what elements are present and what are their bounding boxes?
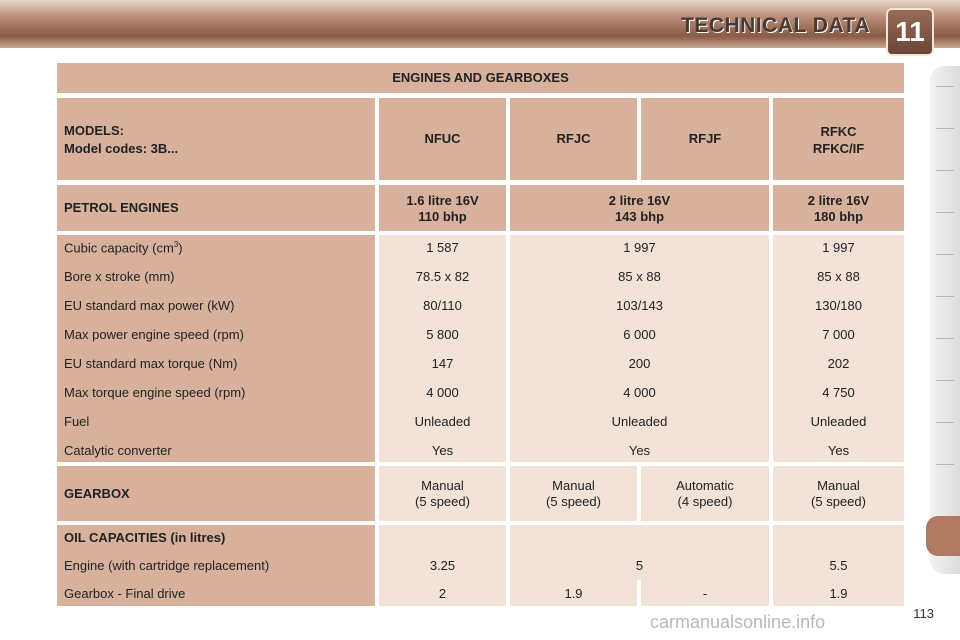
rail-tick bbox=[936, 128, 954, 129]
engine-oil-value: 5.5 bbox=[829, 558, 848, 573]
spec-row-label: Fuel bbox=[64, 414, 90, 429]
model-code-rfjf: RFJF bbox=[641, 98, 769, 180]
spec-row-label: Max torque engine speed (rpm) bbox=[64, 385, 246, 400]
spec-row-value: 1 587 bbox=[426, 240, 459, 255]
spec-row-value: Unleaded bbox=[414, 414, 471, 429]
spec-row-value: 147 bbox=[431, 356, 454, 371]
rail-tick bbox=[936, 170, 954, 171]
table-title: ENGINES AND GEARBOXES bbox=[57, 63, 904, 93]
oil-capacities-label: OIL CAPACITIES (in litres) bbox=[64, 530, 226, 545]
spec-row-value: 202 bbox=[827, 356, 850, 371]
spec-row-value: 1 997 bbox=[822, 240, 855, 255]
gearbox-4-speeds: (5 speed) bbox=[811, 494, 866, 509]
engine-2-power: 143 bhp bbox=[614, 209, 665, 224]
spec-row-value: 78.5 x 82 bbox=[415, 269, 470, 284]
model-code-rfkc-if: RFKC/IF bbox=[812, 141, 865, 156]
engine-header-2 bbox=[510, 185, 769, 231]
spec-row-value: Yes bbox=[431, 443, 454, 458]
gearbox-oil-value: 2 bbox=[438, 586, 447, 601]
spec-row-label: Max power engine speed (rpm) bbox=[64, 327, 244, 342]
spec-row-value: Yes bbox=[628, 443, 651, 458]
spec-row-value: 80/110 bbox=[423, 298, 462, 313]
spec-row-value: 85 x 88 bbox=[618, 269, 661, 284]
spec-row-label: EU standard max torque (Nm) bbox=[64, 356, 238, 371]
models-label-cell bbox=[57, 98, 375, 180]
gearbox-2-type: Manual bbox=[552, 478, 595, 493]
gearbox-cell-4 bbox=[773, 466, 904, 521]
rail-tick bbox=[936, 296, 954, 297]
model-code-rfkc: RFKC bbox=[820, 124, 857, 139]
spec-row-value: 85 x 88 bbox=[817, 269, 860, 284]
gearbox-3-type: Automatic bbox=[676, 478, 734, 493]
gearbox-1-type: Manual bbox=[421, 478, 464, 493]
rail-tick bbox=[936, 212, 954, 213]
engine-oil-value: 5 bbox=[635, 558, 644, 573]
spec-row-value: 4 000 bbox=[623, 385, 656, 400]
models-label: MODELS: bbox=[64, 123, 124, 138]
engine-3-power: 180 bhp bbox=[813, 209, 864, 224]
gearbox-1-speeds: (5 speed) bbox=[415, 494, 470, 509]
spec-row-value: Yes bbox=[827, 443, 850, 458]
model-codes-label: Model codes: 3B... bbox=[64, 141, 179, 156]
engine-1-name: 1.6 litre 16V bbox=[406, 193, 479, 208]
engine-oil-label: Engine (with cartridge replacement) bbox=[64, 558, 270, 573]
model-code-nfuc: NFUC bbox=[379, 98, 506, 180]
page-title: TECHNICAL DATA bbox=[681, 14, 870, 37]
engine-oil-value: 3.25 bbox=[429, 558, 456, 573]
spec-row-label: Catalytic converter bbox=[64, 443, 172, 458]
model-code-rfkc-cell bbox=[773, 98, 904, 180]
model-code-rfjc: RFJC bbox=[510, 98, 637, 180]
gearbox-oil-label: Gearbox - Final drive bbox=[64, 586, 186, 601]
rail-tick bbox=[936, 338, 954, 339]
rail-tick bbox=[936, 380, 954, 381]
gearbox-cell-1 bbox=[379, 466, 506, 521]
rail-tick bbox=[936, 422, 954, 423]
engine-2-name: 2 litre 16V bbox=[608, 193, 671, 208]
engine-1-power: 110 bhp bbox=[418, 209, 467, 224]
side-rail bbox=[930, 66, 960, 574]
engine-header-1 bbox=[379, 185, 506, 231]
gearbox-3-speeds: (4 speed) bbox=[677, 494, 733, 509]
gearbox-oil-value: 1.9 bbox=[564, 586, 583, 601]
gearbox-cell-3 bbox=[641, 466, 769, 521]
gearbox-cell-2 bbox=[510, 466, 637, 521]
spec-row-value: 200 bbox=[628, 356, 651, 371]
spec-row-value: 4 000 bbox=[426, 385, 459, 400]
watermark: carmanualsonline.info bbox=[650, 612, 826, 632]
petrol-engines-label: PETROL ENGINES bbox=[57, 185, 375, 231]
rail-tick bbox=[936, 86, 954, 87]
gearbox-oil-value: - bbox=[702, 586, 708, 601]
gearbox-oil-value: 1.9 bbox=[829, 586, 848, 601]
spec-row-value: 1 997 bbox=[623, 240, 656, 255]
spec-row-value: Unleaded bbox=[611, 414, 668, 429]
gearbox-label: GEARBOX bbox=[57, 466, 375, 521]
spec-row-value: 103/143 bbox=[616, 298, 663, 313]
gearbox-4-type: Manual bbox=[817, 478, 860, 493]
rail-tick bbox=[936, 254, 954, 255]
engine-3-name: 2 litre 16V bbox=[807, 193, 870, 208]
gearbox-2-speeds: (5 speed) bbox=[546, 494, 601, 509]
spec-row-value: 4 750 bbox=[822, 385, 855, 400]
spec-row-label: Cubic capacity $(cm^3)$ bbox=[64, 240, 183, 256]
page-number: 113 bbox=[913, 606, 934, 621]
spec-row-value: 130/180 bbox=[815, 298, 862, 313]
engine-header-3 bbox=[773, 185, 904, 231]
spec-row-value: 7 000 bbox=[822, 327, 855, 342]
spec-row-label: EU standard max power (kW) bbox=[64, 298, 235, 313]
spec-row-value: 5 800 bbox=[426, 327, 459, 342]
spec-row-value: 6 000 bbox=[623, 327, 656, 342]
rail-tick bbox=[936, 464, 954, 465]
chapter-tab[interactable] bbox=[926, 516, 960, 556]
chapter-badge: 11 bbox=[886, 8, 934, 56]
spec-row-label: Bore x stroke (mm) bbox=[64, 269, 175, 284]
spec-row-value: Unleaded bbox=[810, 414, 867, 429]
